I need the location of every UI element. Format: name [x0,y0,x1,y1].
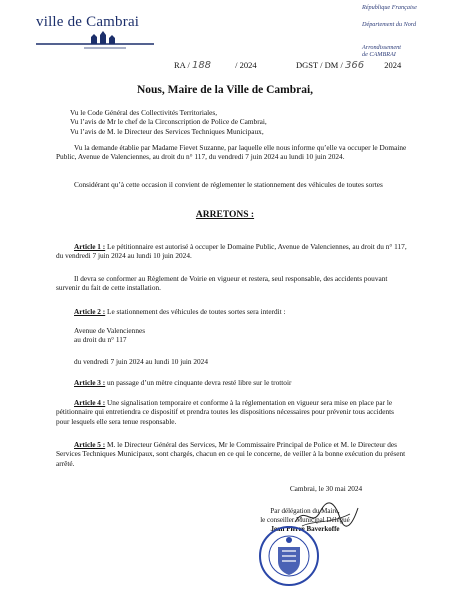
demande-paragraph: Vu la demande établie par Madame Fievet Suzanne, par laquelle elle nous informe qu’elle va occuper le Domaine Public, Avenue de Valenciennes, au droit du n° 117, du vendredi 7 juin 2024 au lundi 10 juin 2024. [56,143,407,162]
article-1-text: Le pétitionnaire est autorisé à occuper le Domaine Public, Avenue de Valenciennes, au droit du n° 117, du vendredi 7 juin 2024 au lundi 10 juin 2024. [56,242,407,261]
dgst-reference [296,60,401,71]
article-2-place [74,326,426,345]
ra-year: / 2024 [235,60,257,70]
article-5-label: Article 5 : [74,440,106,449]
dgst-year: 2024 [384,60,402,70]
article-3-text: un passage d’un mètre cinquante devra resté libre sur le trottoir [105,378,292,387]
article-3-label: Article 3 : [74,378,106,387]
article-5 [56,440,408,468]
article-3 [56,378,408,387]
delegation-line: Par délégation du Maire, [270,507,340,515]
departement-label: Département du Nord [362,20,417,28]
signer-name: Jean Pierre Baverkoffe [270,525,340,533]
article-2-label: Article 2 : [74,307,106,316]
article-1-label: Article 1 : [74,242,106,251]
article-5-text: M. le Directeur Général des Services, Mr le Commissaire Principal de Police et M. le Directeur des Services Techniques Municipaux, sont chargés, chacun en ce qui le concerne, de veiller à la bonne exécution du présent arrêté. [56,440,406,468]
article-2 [56,307,408,316]
arrondissement-name: de CAMBRAI [362,51,396,59]
article-2-dates: du vendredi 7 juin 2024 au lundi 10 juin 2024 [74,357,208,366]
vu-item: Vu l’avis de M. le Directeur des Services Techniques Municipaux, [70,126,264,136]
city-logo-icon [36,30,156,52]
dgst-number: 366 [344,60,365,71]
vu-item: Vu le Code Général des Collectivités Territoriales, [70,108,218,117]
article-2-street: Avenue de Valenciennes [74,326,146,335]
article-2-text: Le stationnement des véhicules de toutes sortes sera interdit : [105,307,286,316]
ra-reference [174,60,257,71]
delegue-title: le conseiller Municipal Délégué [260,516,350,524]
republique-label: République Française [362,4,417,11]
place-date: Cambrai, le 30 mai 2024 [289,484,363,493]
article-4-label: Article 4 : [74,398,106,407]
ra-label: RA / [174,60,190,70]
considerant-paragraph: Considérant qu’à cette occasion il convient de réglementer le stationnement des véhicules de toutes sortes [74,180,383,189]
article-1-paragraph-2: Il devra se conformer au Règlement de Voirie en vigueur et restera, seul responsable, des accidents pouvant survenir du fait de cette installation. [56,274,388,293]
article-4-text: Une signalisation temporaire et conforme à la réglementation en vigueur sera mise en place par le pétitionnaire qui entretiendra ce dispositif et prendra toutes les dispositions nécessaires pour prévenir tous accidents pour lesquels elle sera tenue responsable. [56,398,394,426]
arrondissement-label: Arrondissement [362,43,401,51]
vu-item: Vu l’avis de Mr le chef de la Circonscription de Police de Cambrai, [70,117,267,127]
arretons-heading: ARRETONS : [195,210,255,220]
vu-list [70,108,267,136]
header-administrative-block [362,4,417,59]
article-2-number: au droit du n° 117 [74,335,127,345]
article-4 [56,398,408,426]
official-stamp-icon [258,525,320,587]
article-1 [56,242,408,261]
dgst-label: DGST / DM / [296,60,343,70]
city-logo-text: ville de Cambrai [36,14,140,30]
ra-number: 188 [191,60,212,71]
page-title: Nous, Maire de la Ville de Cambrai, [136,84,314,96]
